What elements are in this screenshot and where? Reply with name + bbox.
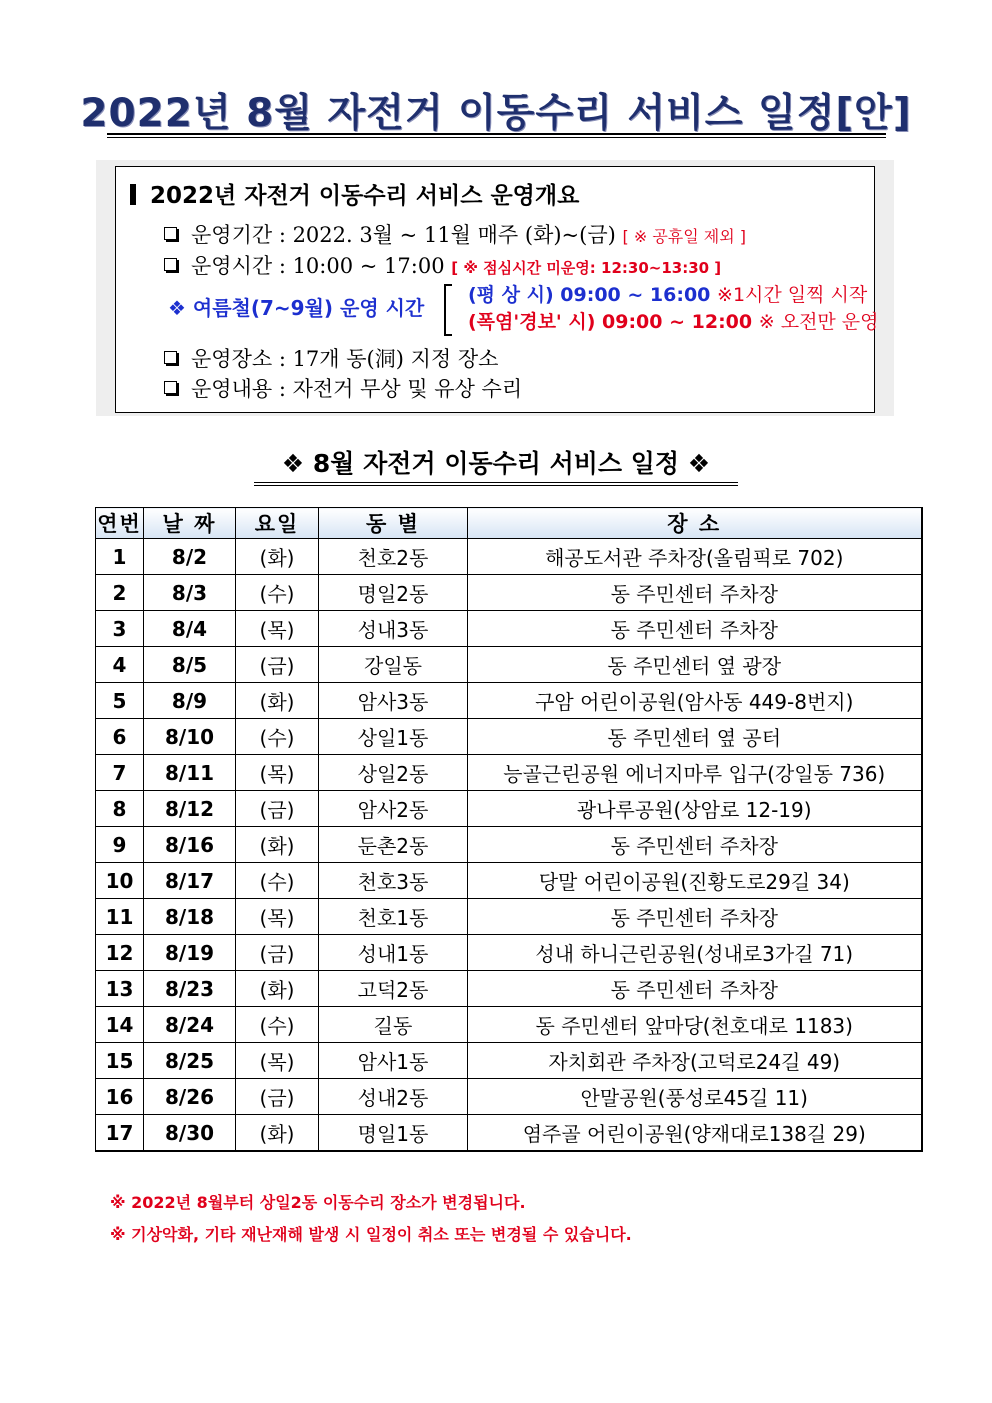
table-row [96, 935, 922, 971]
cell-dong: 성내1동 [319, 935, 468, 971]
cell-place: 동 주민센터 앞마당(천호대로 1183) [468, 1007, 922, 1043]
table-row [96, 611, 922, 647]
table-row [96, 719, 922, 755]
cell-place: 동 주민센터 주차장 [468, 899, 922, 935]
cell-day: (목) [236, 1043, 319, 1079]
table-row [96, 1115, 922, 1152]
table-row [96, 755, 922, 791]
cell-day: (금) [236, 791, 319, 827]
table-row [96, 1079, 922, 1115]
summer-label: ❖ 여름철(7~9월) 운영 시간 [168, 296, 425, 320]
cell-place: 안말공원(풍성로45길 11) [468, 1079, 922, 1115]
summer-normal-label: (평 상 시) [468, 284, 554, 306]
content-line [164, 373, 522, 403]
schedule-title: ❖ 8월 자전거 이동수리 서비스 일정 ❖ [281, 449, 711, 478]
cell-place: 동 주민센터 주차장 [468, 971, 922, 1007]
cell-date: 8/5 [144, 647, 236, 683]
location-label: 운영장소 : 17개 동(洞) 지정 장소 [191, 347, 499, 371]
overview-panel [115, 166, 879, 413]
cell-no: 14 [96, 1007, 144, 1043]
header-date: 날 짜 [144, 508, 236, 539]
cell-place: 염주골 어린이공원(양재대로138길 29) [468, 1115, 922, 1152]
cell-dong: 상일1동 [319, 719, 468, 755]
content-label: 운영내용 : 자전거 무상 및 유상 수리 [191, 377, 523, 401]
schedule-table [95, 507, 923, 1152]
table-row [96, 971, 922, 1007]
cell-no: 7 [96, 755, 144, 791]
cell-no: 10 [96, 863, 144, 899]
cell-dong: 암사1동 [319, 1043, 468, 1079]
cell-no: 12 [96, 935, 144, 971]
cell-no: 5 [96, 683, 144, 719]
cell-day: (목) [236, 899, 319, 935]
cell-dong: 고덕2동 [319, 971, 468, 1007]
cell-dong: 명일2동 [319, 575, 468, 611]
cell-no: 2 [96, 575, 144, 611]
cell-no: 9 [96, 827, 144, 863]
cell-place: 능골근린공원 에너지마루 입구(강일동 736) [468, 755, 922, 791]
cell-dong: 성내3동 [319, 611, 468, 647]
cell-date: 8/26 [144, 1079, 236, 1115]
hours-note: [ ※ 점심시간 미운영: 12:30~13:30 ] [451, 259, 722, 277]
cell-date: 8/30 [144, 1115, 236, 1152]
cell-dong: 천호3동 [319, 863, 468, 899]
cell-place: 동 주민센터 옆 광장 [468, 647, 922, 683]
cell-day: (수) [236, 719, 319, 755]
cell-date: 8/24 [144, 1007, 236, 1043]
table-row [96, 1043, 922, 1079]
table-row [96, 791, 922, 827]
cell-date: 8/25 [144, 1043, 236, 1079]
cell-day: (목) [236, 755, 319, 791]
cell-dong: 상일2동 [319, 755, 468, 791]
checkbox-bullet-icon [164, 381, 177, 394]
cell-dong: 강일동 [319, 647, 468, 683]
cell-day: (화) [236, 539, 319, 575]
cell-date: 8/2 [144, 539, 236, 575]
cell-date: 8/10 [144, 719, 236, 755]
summer-heat-label: (폭염'경보' 시) [468, 311, 596, 333]
cell-place: 해공도서관 주차장(올림픽로 702) [468, 539, 922, 575]
summer-bracket [444, 284, 452, 336]
cell-dong: 성내2동 [319, 1079, 468, 1115]
cell-place: 광나루공원(상암로 12-19) [468, 791, 922, 827]
cell-no: 15 [96, 1043, 144, 1079]
cell-place: 구암 어린이공원(암사동 449-8번지) [468, 683, 922, 719]
summer-heat-row [468, 307, 879, 334]
cell-day: (수) [236, 1007, 319, 1043]
cell-dong: 명일1동 [319, 1115, 468, 1152]
table-row [96, 575, 922, 611]
cell-date: 8/19 [144, 935, 236, 971]
cell-date: 8/9 [144, 683, 236, 719]
cell-day: (금) [236, 1079, 319, 1115]
cell-place: 동 주민센터 주차장 [468, 575, 922, 611]
cell-day: (목) [236, 611, 319, 647]
cell-no: 3 [96, 611, 144, 647]
cell-date: 8/23 [144, 971, 236, 1007]
cell-date: 8/3 [144, 575, 236, 611]
page-title: 2022년 8월 자전거 이동수리 서비스 일정[안] [80, 91, 912, 136]
checkbox-bullet-icon [164, 258, 177, 271]
page-title-wrap [0, 82, 992, 138]
cell-no: 1 [96, 539, 144, 575]
cell-date: 8/16 [144, 827, 236, 863]
header-place: 장 소 [468, 508, 922, 539]
cell-date: 8/18 [144, 899, 236, 935]
period-line [164, 219, 746, 249]
summer-normal-row [468, 280, 867, 307]
summer-heat-time: 09:00 ~ 12:00 [602, 311, 753, 333]
cell-day: (화) [236, 827, 319, 863]
summer-normal-note: ※1시간 일찍 시작 [717, 284, 868, 306]
cell-no: 4 [96, 647, 144, 683]
cell-dong: 암사3동 [319, 683, 468, 719]
cell-day: (화) [236, 683, 319, 719]
checkbox-bullet-icon [164, 227, 177, 240]
cell-day: (수) [236, 575, 319, 611]
overview-heading [130, 177, 579, 210]
cell-day: (화) [236, 971, 319, 1007]
cell-no: 13 [96, 971, 144, 1007]
table-row [96, 1007, 922, 1043]
cell-place: 동 주민센터 주차장 [468, 611, 922, 647]
cell-date: 8/12 [144, 791, 236, 827]
header-dong: 동 별 [319, 508, 468, 539]
title-underline [107, 133, 886, 138]
cell-place: 동 주민센터 옆 공터 [468, 719, 922, 755]
cell-dong: 길동 [319, 1007, 468, 1043]
cell-day: (금) [236, 647, 319, 683]
cell-no: 16 [96, 1079, 144, 1115]
cell-dong: 천호2동 [319, 539, 468, 575]
table-row [96, 863, 922, 899]
cell-day: (화) [236, 1115, 319, 1152]
hours-line [164, 250, 721, 280]
cell-no: 11 [96, 899, 144, 935]
cell-no: 17 [96, 1115, 144, 1152]
table-row [96, 683, 922, 719]
schedule-header-row [96, 508, 922, 539]
cell-dong: 둔촌2동 [319, 827, 468, 863]
cell-date: 8/4 [144, 611, 236, 647]
checkbox-bullet-icon [164, 351, 177, 364]
cell-place: 자치회관 주차장(고덕로24길 49) [468, 1043, 922, 1079]
summer-normal-time: 09:00 ~ 16:00 [560, 284, 711, 306]
period-note: [ ※ 공휴일 제외 ] [622, 227, 747, 246]
table-row [96, 899, 922, 935]
cell-day: (수) [236, 863, 319, 899]
location-line [164, 343, 498, 373]
period-label: 운영기간 : 2022. 3월 ~ 11월 매주 (화)~(금) [191, 223, 616, 247]
table-row [96, 539, 922, 575]
summer-heat-note: ※ 오전만 운영 [758, 311, 879, 333]
cell-dong: 암사2동 [319, 791, 468, 827]
cell-place: 동 주민센터 주차장 [468, 827, 922, 863]
cell-dong: 천호1동 [319, 899, 468, 935]
overview-heading-text: 2022년 자전거 이동수리 서비스 운영개요 [150, 183, 580, 209]
cell-date: 8/17 [144, 863, 236, 899]
cell-no: 8 [96, 791, 144, 827]
footer-note-2: ※ 기상악화, 기타 재난재해 발생 시 일정이 취소 또는 변경될 수 있습니다. [110, 1225, 632, 1244]
cell-no: 6 [96, 719, 144, 755]
header-day: 요일 [236, 508, 319, 539]
cell-place: 당말 어린이공원(진황도로29길 34) [468, 863, 922, 899]
schedule-title-underline [254, 482, 738, 486]
header-no: 연번 [96, 508, 144, 539]
table-row [96, 827, 922, 863]
cell-place: 성내 하니근린공원(성내로3가길 71) [468, 935, 922, 971]
cell-day: (금) [236, 935, 319, 971]
hours-label: 운영시간 : 10:00 ~ 17:00 [191, 254, 445, 278]
heading-bar-icon [130, 184, 136, 205]
footer-note-1: ※ 2022년 8월부터 상일2동 이동수리 장소가 변경됩니다. [110, 1193, 526, 1212]
cell-date: 8/11 [144, 755, 236, 791]
table-row [96, 647, 922, 683]
